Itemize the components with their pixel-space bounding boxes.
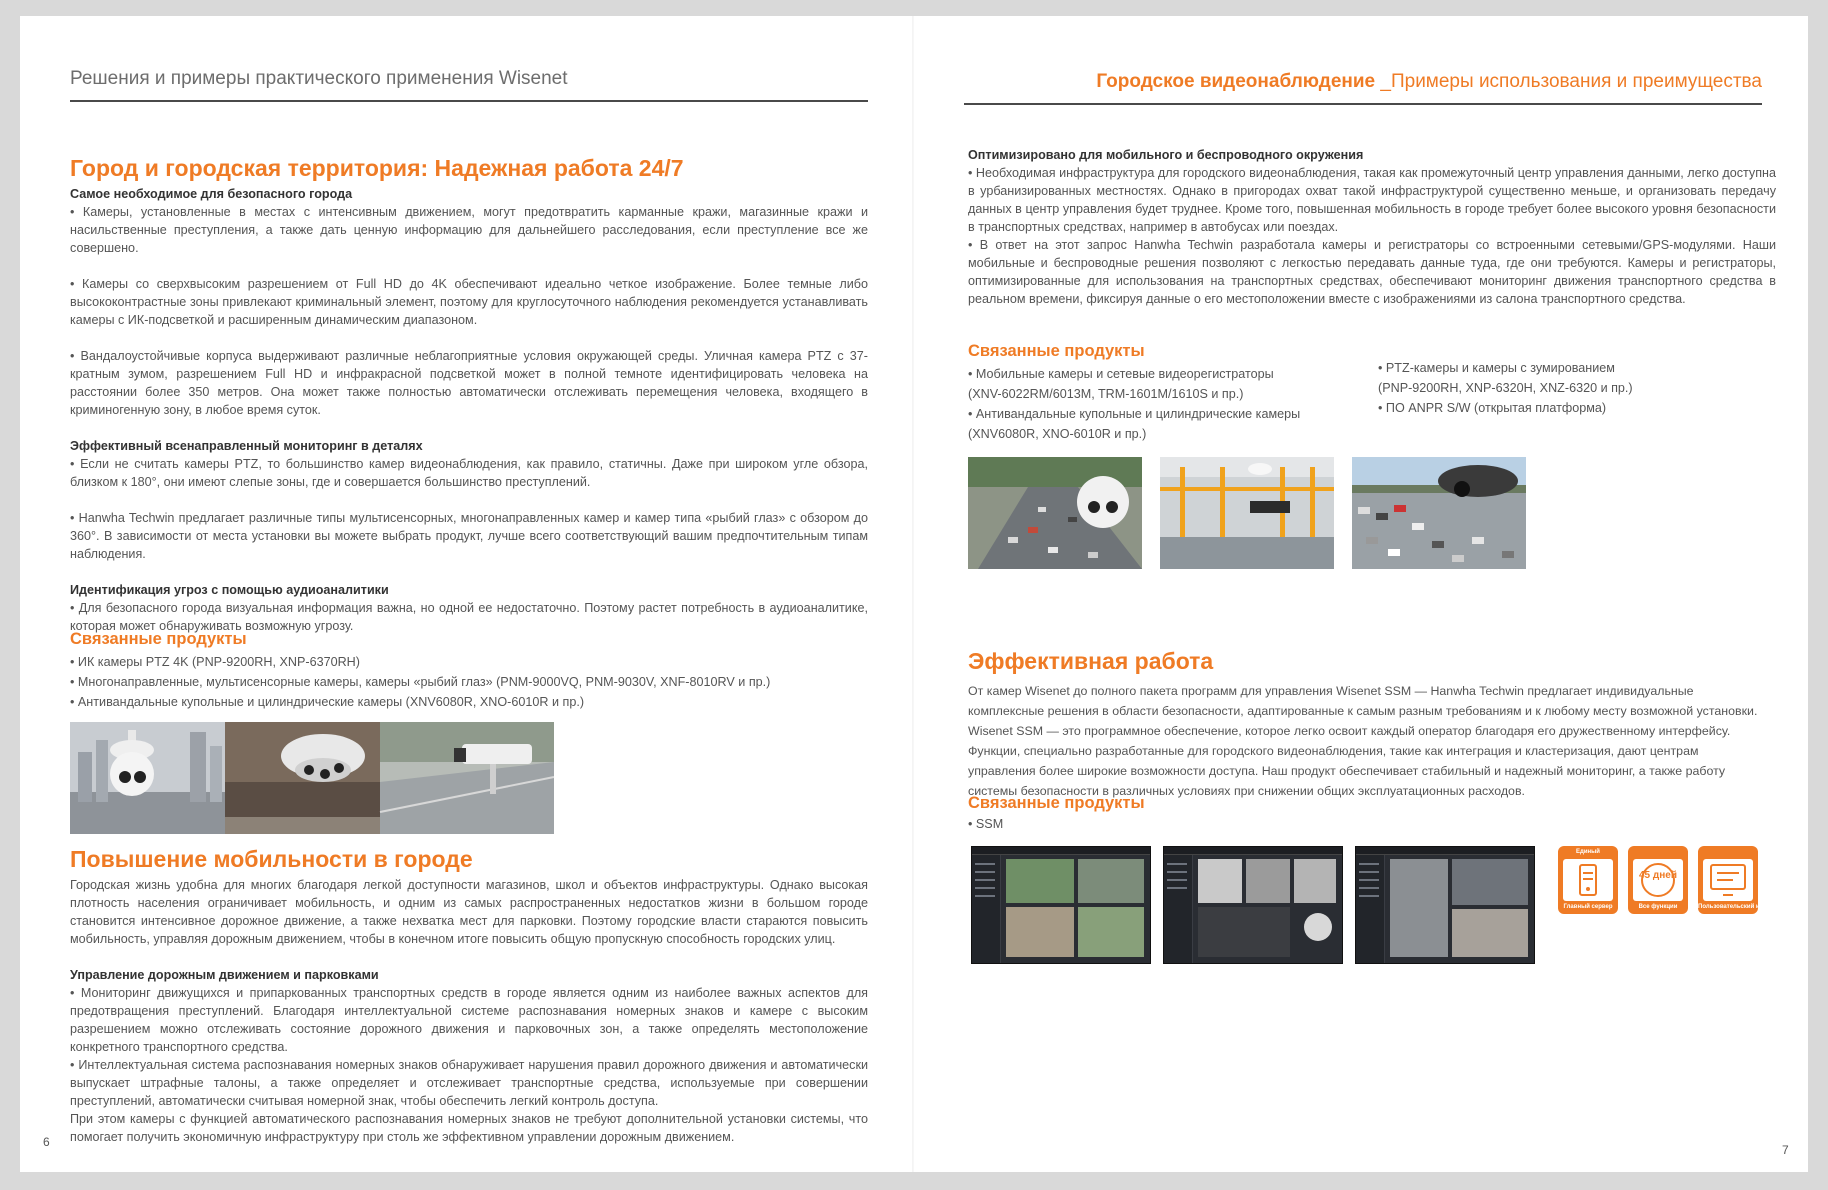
list-item: • SSM (968, 817, 1004, 831)
related-products-title: Связанные продукты (968, 794, 1145, 812)
paragraph: • Вандалоустойчивые корпуса выдерживают различные неблагоприятные условия окружающей среды. Уличная камера PTZ с 37-кратным зумом, разрешением Full HD и инфракрасной подсветкой может в полной темноте идентифицировать человека на расстоянии более 350 метров. Она может также полностью автоматически отслеживать перемещения человека, входящего в криминогенную зону, в любое время суток. (70, 349, 868, 417)
subheading-traffic: Управление дорожным движением и парковками (70, 968, 379, 982)
subheading-safe-city: Самое необходимое для безопасного города (70, 187, 353, 201)
related-products-list (70, 652, 770, 712)
related-products-title: Связанные продукты (968, 342, 1145, 360)
badge-caption: Главный сервер (1563, 904, 1613, 910)
photo-parking-lot (1352, 457, 1526, 569)
efficient-text-block (968, 681, 1758, 801)
list-item: (XNV6080R, XNO-6010R и пр.) (968, 427, 1147, 441)
paragraph: • Камеры, установленные в местах с интенсивным движением, могут предотвратить карманные кражи, магазинные кражи и насильственные преступления, а также дать ценную информацию для дальнейшего расследования, если преступление все же совершено. (70, 205, 868, 255)
section-title-city: Город и городская территория: Надежная работа 24/7 (70, 155, 684, 181)
list-item: • Многонаправленные, мультисенсорные камеры, камеры «рыбий глаз» (PNM-9000VQ, PNM-9030V, XNF-8010RV и пр.) (70, 675, 771, 689)
list-item: • ИК камеры PTZ 4K (PNP-9200RH, XNP-6370RH) (70, 655, 360, 669)
section-title-mobility: Повышение мобильности в городе (70, 846, 473, 872)
list-item: (XNV-6022RM/6013M, TRM-1601M/1610S и пр.) (968, 387, 1244, 401)
list-item: (PNP-9200RH, XNP-6320H, XNZ-6320 и пр.) (1378, 381, 1633, 395)
left-page (20, 16, 914, 1172)
badge-caption: Единый (1576, 849, 1600, 855)
badge-caption: Пользовательский интерфейс (1698, 904, 1789, 910)
photo-ptz-camera-city (70, 722, 244, 834)
photo-bullet-camera-highway (380, 722, 554, 834)
paragraph: • Необходимая инфраструктура для городского видеонаблюдения, такая как промежуточный центр управления данными, легко доступна в урбанизированных местностях. Однако в пригородах охват такой инфраструктурой существенно меньше, и организовать передачу данных в центр управления будет труднее. Кроме того, повышенная мобильность в городе требует более высокого уровня безопасности в транспортных средствах, например в автобусах или поездах. (968, 166, 1776, 234)
mobile-text-block (968, 146, 1776, 308)
right-header (964, 71, 1762, 105)
ssm-screenshot-map (971, 846, 1151, 964)
ssm-screenshot-fisheye (1163, 846, 1343, 964)
badge-caption: Все функции (1638, 904, 1678, 910)
paragraph: Городская жизнь удобна для многих благодаря легкой доступности магазинов, школ и объектов инфраструктуры. Однако высокая плотность населения ограничивает мобильность, и одним из самых распространенных недостатков жизни в большом городе становится интенсивное дорожное движение, а также нехватка мест для парковки. Поэтому городские власти стараются повысить мобильность, управляя дорожным движением, чтобы в конечном итоге повысить общую пропускную способность городских улиц. (70, 878, 868, 946)
badge-user-interface (1698, 846, 1789, 914)
paragraph: • Камеры со сверхвысоким разрешением от Full HD до 4K обеспечивают идеально четкое изображение. Более темные либо высококонтрастные зоны привлекают криминальный элемент, поэтому для круглосуточного наблюдения рекомендуется устанавливать камеры с ИК-подсветкой и расширенным динамическим диапазоном. (70, 277, 868, 327)
paragraph: • Если не считать камеры PTZ, то большинство камер видеонаблюдения, как правило, статичны. Даже при широком угле обзора, близком к 180°, они имеют слепые зоны, где и совершается большинство преступлений. (70, 457, 868, 489)
related-products-list-right (1378, 358, 1633, 418)
list-item: • Мобильные камеры и сетевые видеорегистраторы (968, 367, 1274, 381)
section-title-efficient: Эффективная работа (968, 648, 1214, 674)
subheading-mobile: Оптимизировано для мобильного и беспроводного окружения (968, 148, 1364, 162)
badge-single-server (1558, 846, 1618, 914)
page-number: 6 (43, 1135, 50, 1149)
list-item: • PTZ-камеры и камеры с зумированием (1378, 361, 1615, 375)
list-item: • ПО ANPR S/W (открытая платформа) (1378, 401, 1607, 415)
list-item: • Антивандальные купольные и цилиндрические камеры (XNV6080R, XNO-6010R и пр.) (70, 695, 585, 709)
paragraph: • Интеллектуальная система распознавания номерных знаков обнаруживает нарушения правил дорожного движения и автоматически выпускает штрафные талоны, а также определяет и отслеживает транспортные средства, используемые при совершении преступлений, автоматически считывая номерной знак, чтобы обеспечить легкий контроль доступа. (70, 1058, 868, 1108)
related-products-list (968, 814, 1003, 834)
left-header: Решения и примеры практического применения Wisenet (70, 68, 868, 102)
ssm-screenshot-aerial (1355, 846, 1535, 964)
subheading-audio: Идентификация угроз с помощью аудиоаналитики (70, 583, 389, 597)
badge-all-functions (1628, 846, 1688, 914)
paragraph: • Hanwha Techwin предлагает различные типы мультисенсорных, многонаправленных камер и камер типа «рыбий глаз» с обзором до 360°. В зависимости от места установки вы можете выбрать продукт, лучше всего соответствующий вашим предпочтительным типам наблюдения. (70, 511, 868, 561)
related-products-list-left (968, 364, 1300, 444)
page-number: 7 (1782, 1143, 1789, 1157)
right-page (914, 16, 1808, 1172)
photo-multisensor-camera (225, 722, 399, 834)
related-products-title: Связанные продукты (70, 630, 247, 648)
city-text-block (70, 185, 868, 635)
monitor-icon (1703, 859, 1753, 901)
paragraph: От камер Wisenet до полного пакета программ для управления Wisenet SSM — Hanwha Techwin предлагает индивидуальные комплексные решения в области безопасности, адаптированные к самым разным требованиям и к любому месту возможной установки. Wisenet SSM — это программное обеспечение, которое легко освоит каждый оператор благодаря его дружественному интерфейсу. Функции, специально разработанные для городского видеонаблюдения, такие как интеграция и кластеризация, дают центрам управления более широкие возможности доступа. Наш продукт обеспечивает стабильный и надежный мониторинг, а также работу системы безопасности в различных условиях при снижении общих эксплуатационных расходов. (968, 684, 1758, 798)
subheading-monitoring: Эффективный всенаправленный мониторинг в деталях (70, 439, 423, 453)
photo-traffic-ptz (968, 457, 1142, 569)
photo-bus-interior (1160, 457, 1334, 569)
paragraph: При этом камеры с функцией автоматического распознавания номерных знаков не требуют дополнительной установки системы, что помогает получить экономичную инфраструктуру при столь же эффективном управлении дорожным движением. (70, 1112, 868, 1144)
header-rest: _Примеры использования и преимущества (1375, 71, 1762, 92)
list-item: • Антивандальные купольные и цилиндрические камеры (968, 407, 1301, 421)
mobility-text-block (70, 876, 868, 1146)
server-icon (1563, 859, 1613, 901)
header-bold: Городское видеонаблюдение (1096, 71, 1376, 92)
paragraph: • Мониторинг движущихся и припаркованных транспортных средств в городе является одним из наиболее важных аспектов для предотвращения преступлений. Благодаря интеллектуальной системе распознавания номерных знаков и камере с высоким разрешением можно отслеживать состояние дорожного движения и парковочных зон, а также определять местоположение конкретного транспортного средства. (70, 986, 868, 1054)
paragraph: • В ответ на этот запрос Hanwha Techwin разработала камеры и регистраторы со встроенными сетевыми/GPS-модулями. Наши мобильные и беспроводные решения позволяют с легкостью передавать данные туда, где они требуются. Камеры и регистраторы, оптимизированные для использования на транспортных средствах, обеспечивают мониторинг движения транспортного средства в реальном времени, фиксируя данные о его местоположении вместе с изображениями из салона транспортного средства. (968, 238, 1776, 306)
paragraph: • Для безопасного города визуальная информация важна, но одной ее недостаточно. Поэтому растет потребность в аудиоаналитике, которая может обнаруживать возможную угрозу. (70, 601, 868, 633)
badge-days: 45 дней (1639, 870, 1677, 881)
